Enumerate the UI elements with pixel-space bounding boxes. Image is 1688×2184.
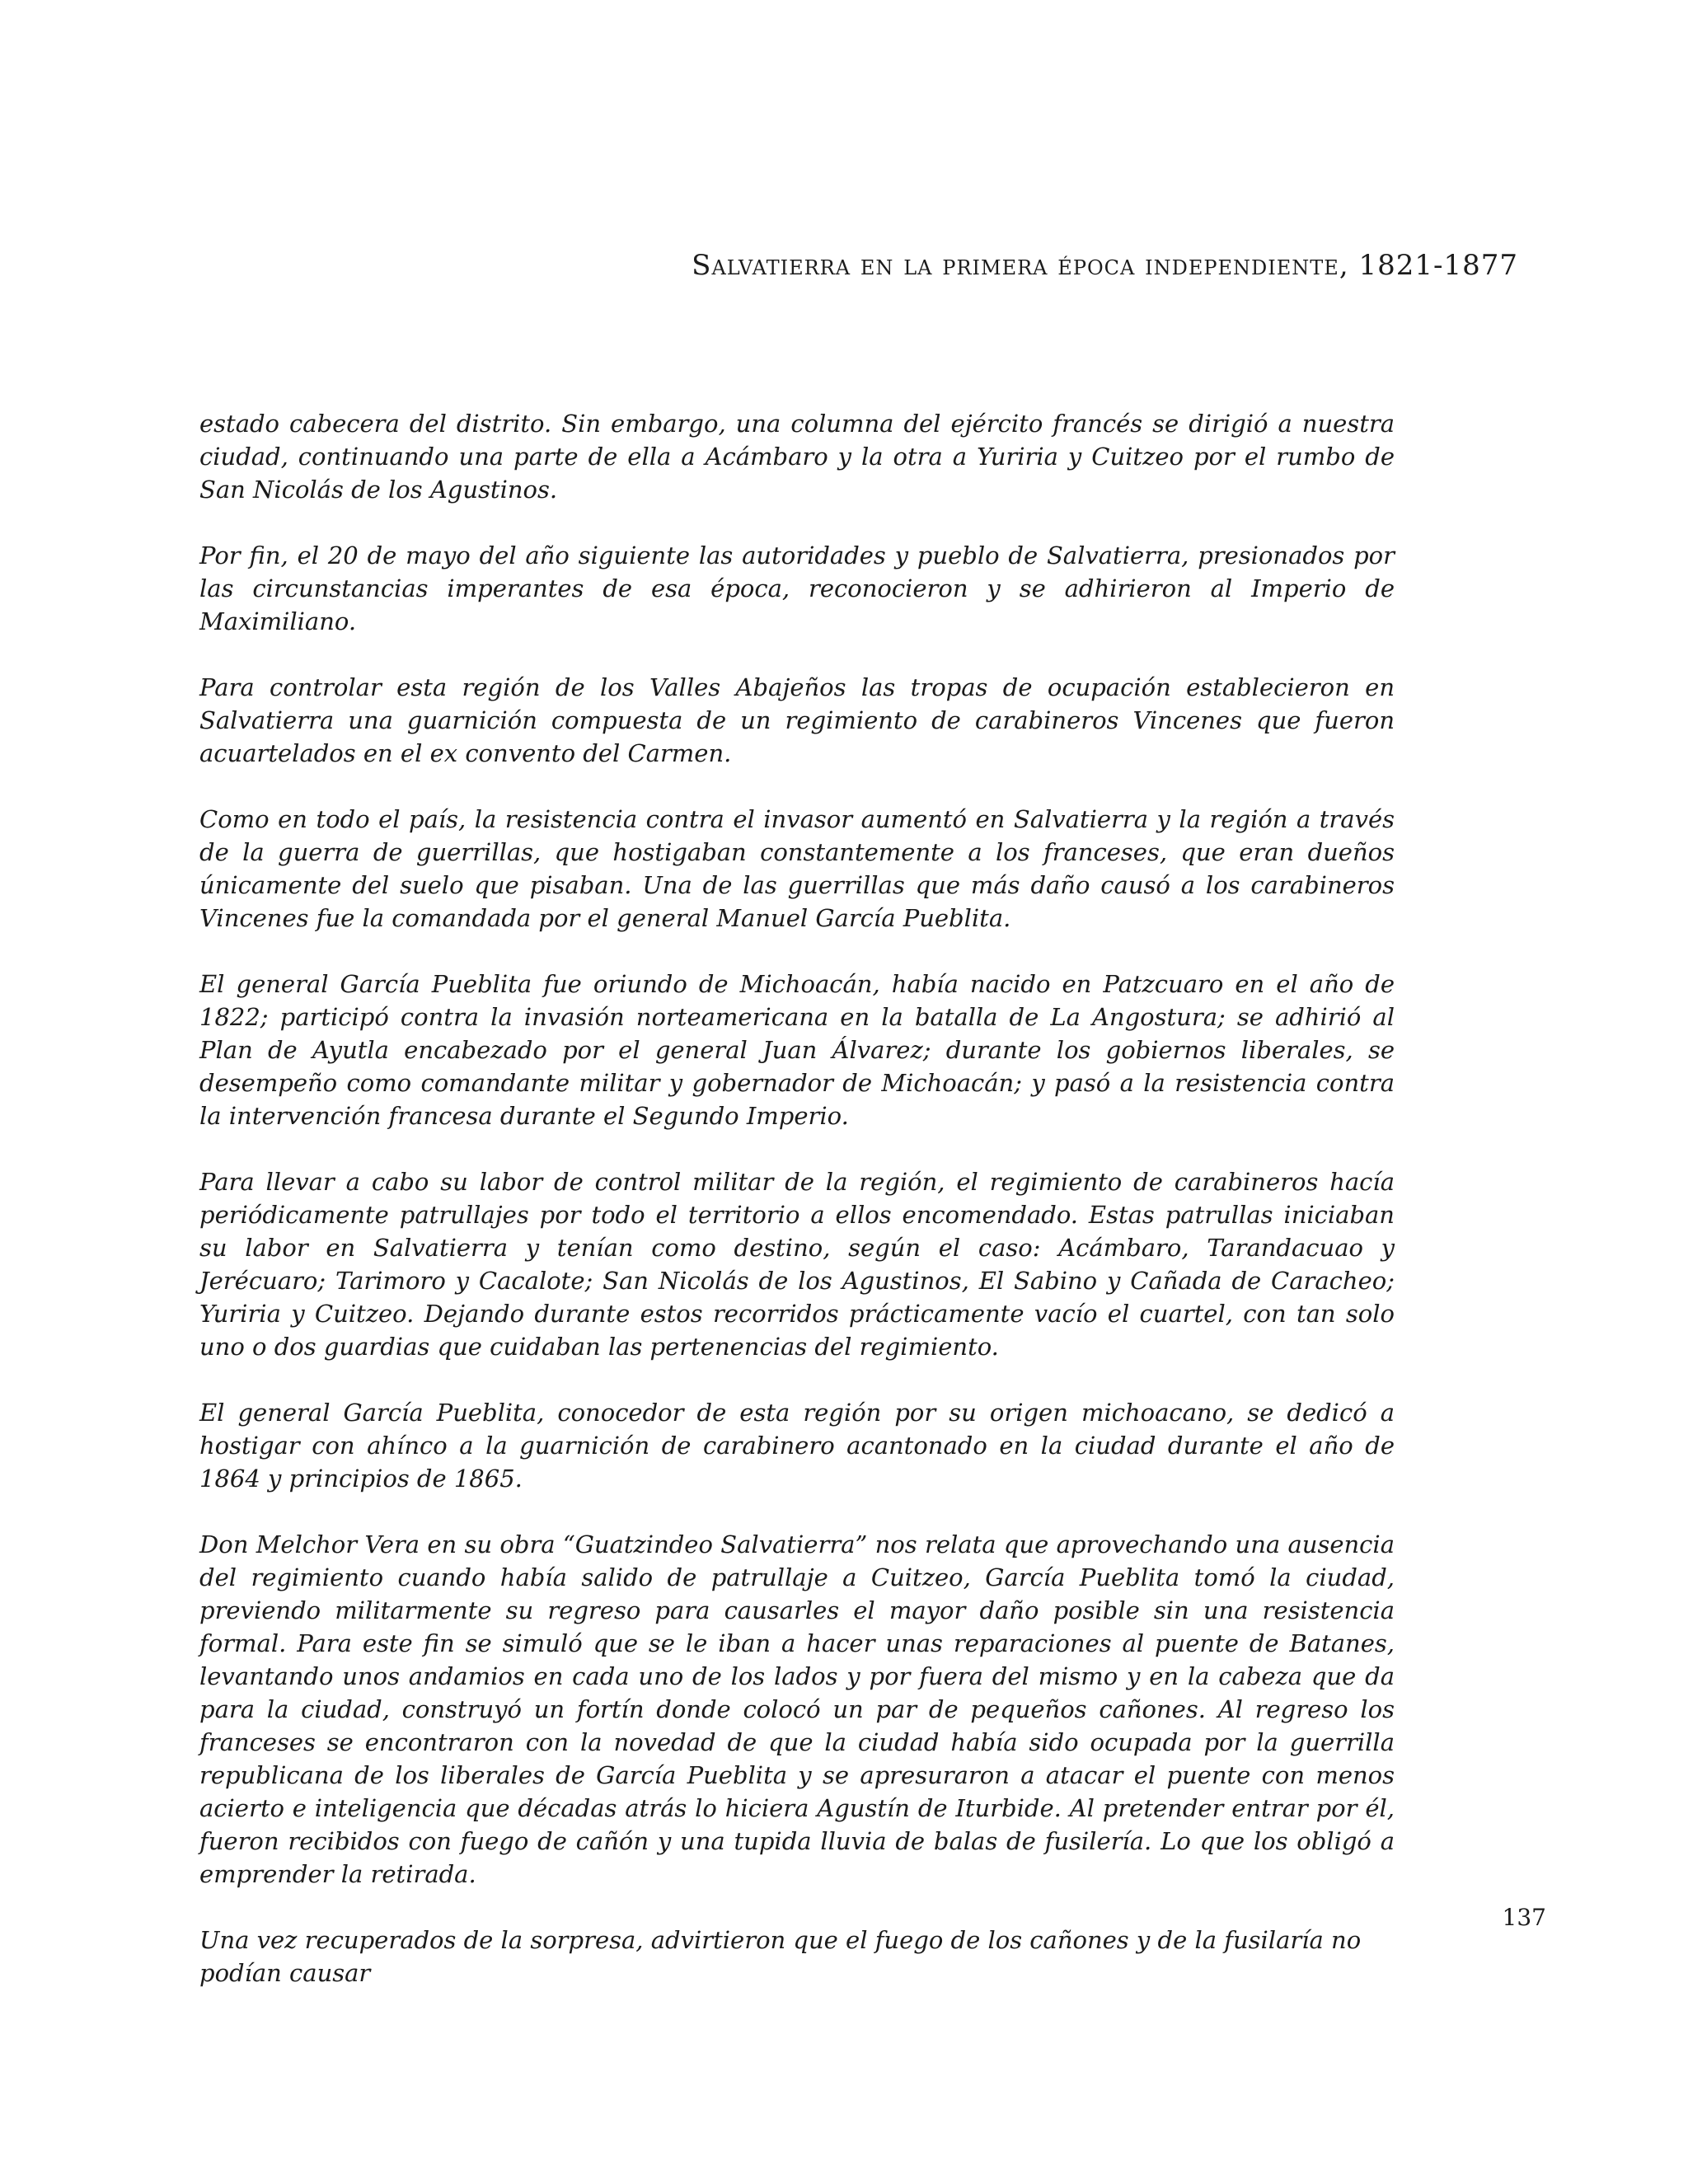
running-header: Salvatierra en la primera época independiente, 1821-1877 [692,249,1518,282]
paragraph-9: Una vez recuperados de la sorpresa, advirtieron que el fuego de los cañones y de la fusilaría no podían causar [199,1926,1362,1987]
paragraph-1: estado cabecera del distrito. Sin embargo, una columna del ejército francés se dirigió a nuestra ciudad, continuando una parte de ella a Acámbaro y la otra a Yuriria y Cuitzeo por el rumbo de San Nicolás de los Agustinos. [199,410,1395,504]
paragraph-7: El general García Pueblita, conocedor de esta región por su origen michoacano, se dedicó a hostigar con ahínco a la guarnición de carabinero acantonado en la ciudad durante el año de 1864 y principios de 1865. [199,1399,1395,1493]
page-number: 137 [1502,1904,1546,1931]
paragraph-8: Don Melchor Vera en su obra “Guatzindeo Salvatierra” nos relata que aprovechando una ausencia del regimiento cuando había salido de patrullaje a Cuitzeo, García Pueblita tomó la ciudad, previendo militarmente su regreso para causarles el mayor daño posible sin una resistencia formal. Para este fin se simuló que se le iban a hacer unas reparaciones al puente de Batanes, levantando unos andamios en cada uno de los lados y por fuera del mismo y en la cabeza que da para la ciudad, construyó un fortín donde colocó un par de pequeños cañones. Al regreso los franceses se encontraron con la novedad de que la ciudad había sido ocupada por la guerrilla republicana de los liberales de García Pueblita y se apresuraron a atacar el puente con menos acierto e inteligencia que décadas atrás lo hiciera Agustín de Iturbide. Al pretender entrar por él, fueron recibidos con fuego de cañón y una tupida lluvia de balas de fusilería. Lo que los obligó a emprender la retirada. [199,1530,1395,1888]
body-text [199,407,1395,2022]
paragraph-3: Para controlar esta región de los Valles Abajeños las tropas de ocupación establecieron en Salvatierra una guarnición compuesta de un regimiento de carabineros Vincenes que fueron acuartelados en el ex convento del Carmen. [199,673,1395,767]
paragraph-2: Por fin, el 20 de mayo del año siguiente las autoridades y pueblo de Salvatierra, presionados por las circunstancias imperantes de esa época, reconocieron y se adhirieron al Imperio de Maximiliano. [199,541,1395,635]
paragraph-5: El general García Pueblita fue oriundo de Michoacán, había nacido en Patzcuaro en el año de 1822; participó contra la invasión norteamericana en la batalla de La Angostura; se adhirió al Plan de Ayutla encabezado por el general Juan Álvarez; durante los gobiernos liberales, se desempeño como comandante militar y gobernador de Michoacán; y pasó a la resistencia contra la intervención francesa durante el Segundo Imperio. [199,970,1395,1130]
paragraph-4: Como en todo el país, la resistencia contra el invasor aumentó en Salvatierra y la región a través de la guerra de guerrillas, que hostigaban constantemente a los franceses, que eran dueños únicamente del suelo que pisaban. Una de las guerrillas que más daño causó a los carabineros Vincenes fue la comandada por el general Manuel García Pueblita. [199,805,1395,932]
paragraph-6: Para llevar a cabo su labor de control militar de la región, el regimiento de carabineros hacía periódicamente patrullajes por todo el territorio a ellos encomendado. Estas patrullas iniciaban su labor en Salvatierra y tenían como destino, según el caso: Acámbaro, Tarandacuao y Jerécuaro; Tarimoro y Cacalote; San Nicolás de los Agustinos, El Sabino y Cañada de Caracheo; Yuriria y Cuitzeo. Dejando durante estos recorridos prácticamente vacío el cuartel, con tan solo uno o dos guardias que cuidaban las pertenencias del regimiento. [199,1168,1395,1361]
